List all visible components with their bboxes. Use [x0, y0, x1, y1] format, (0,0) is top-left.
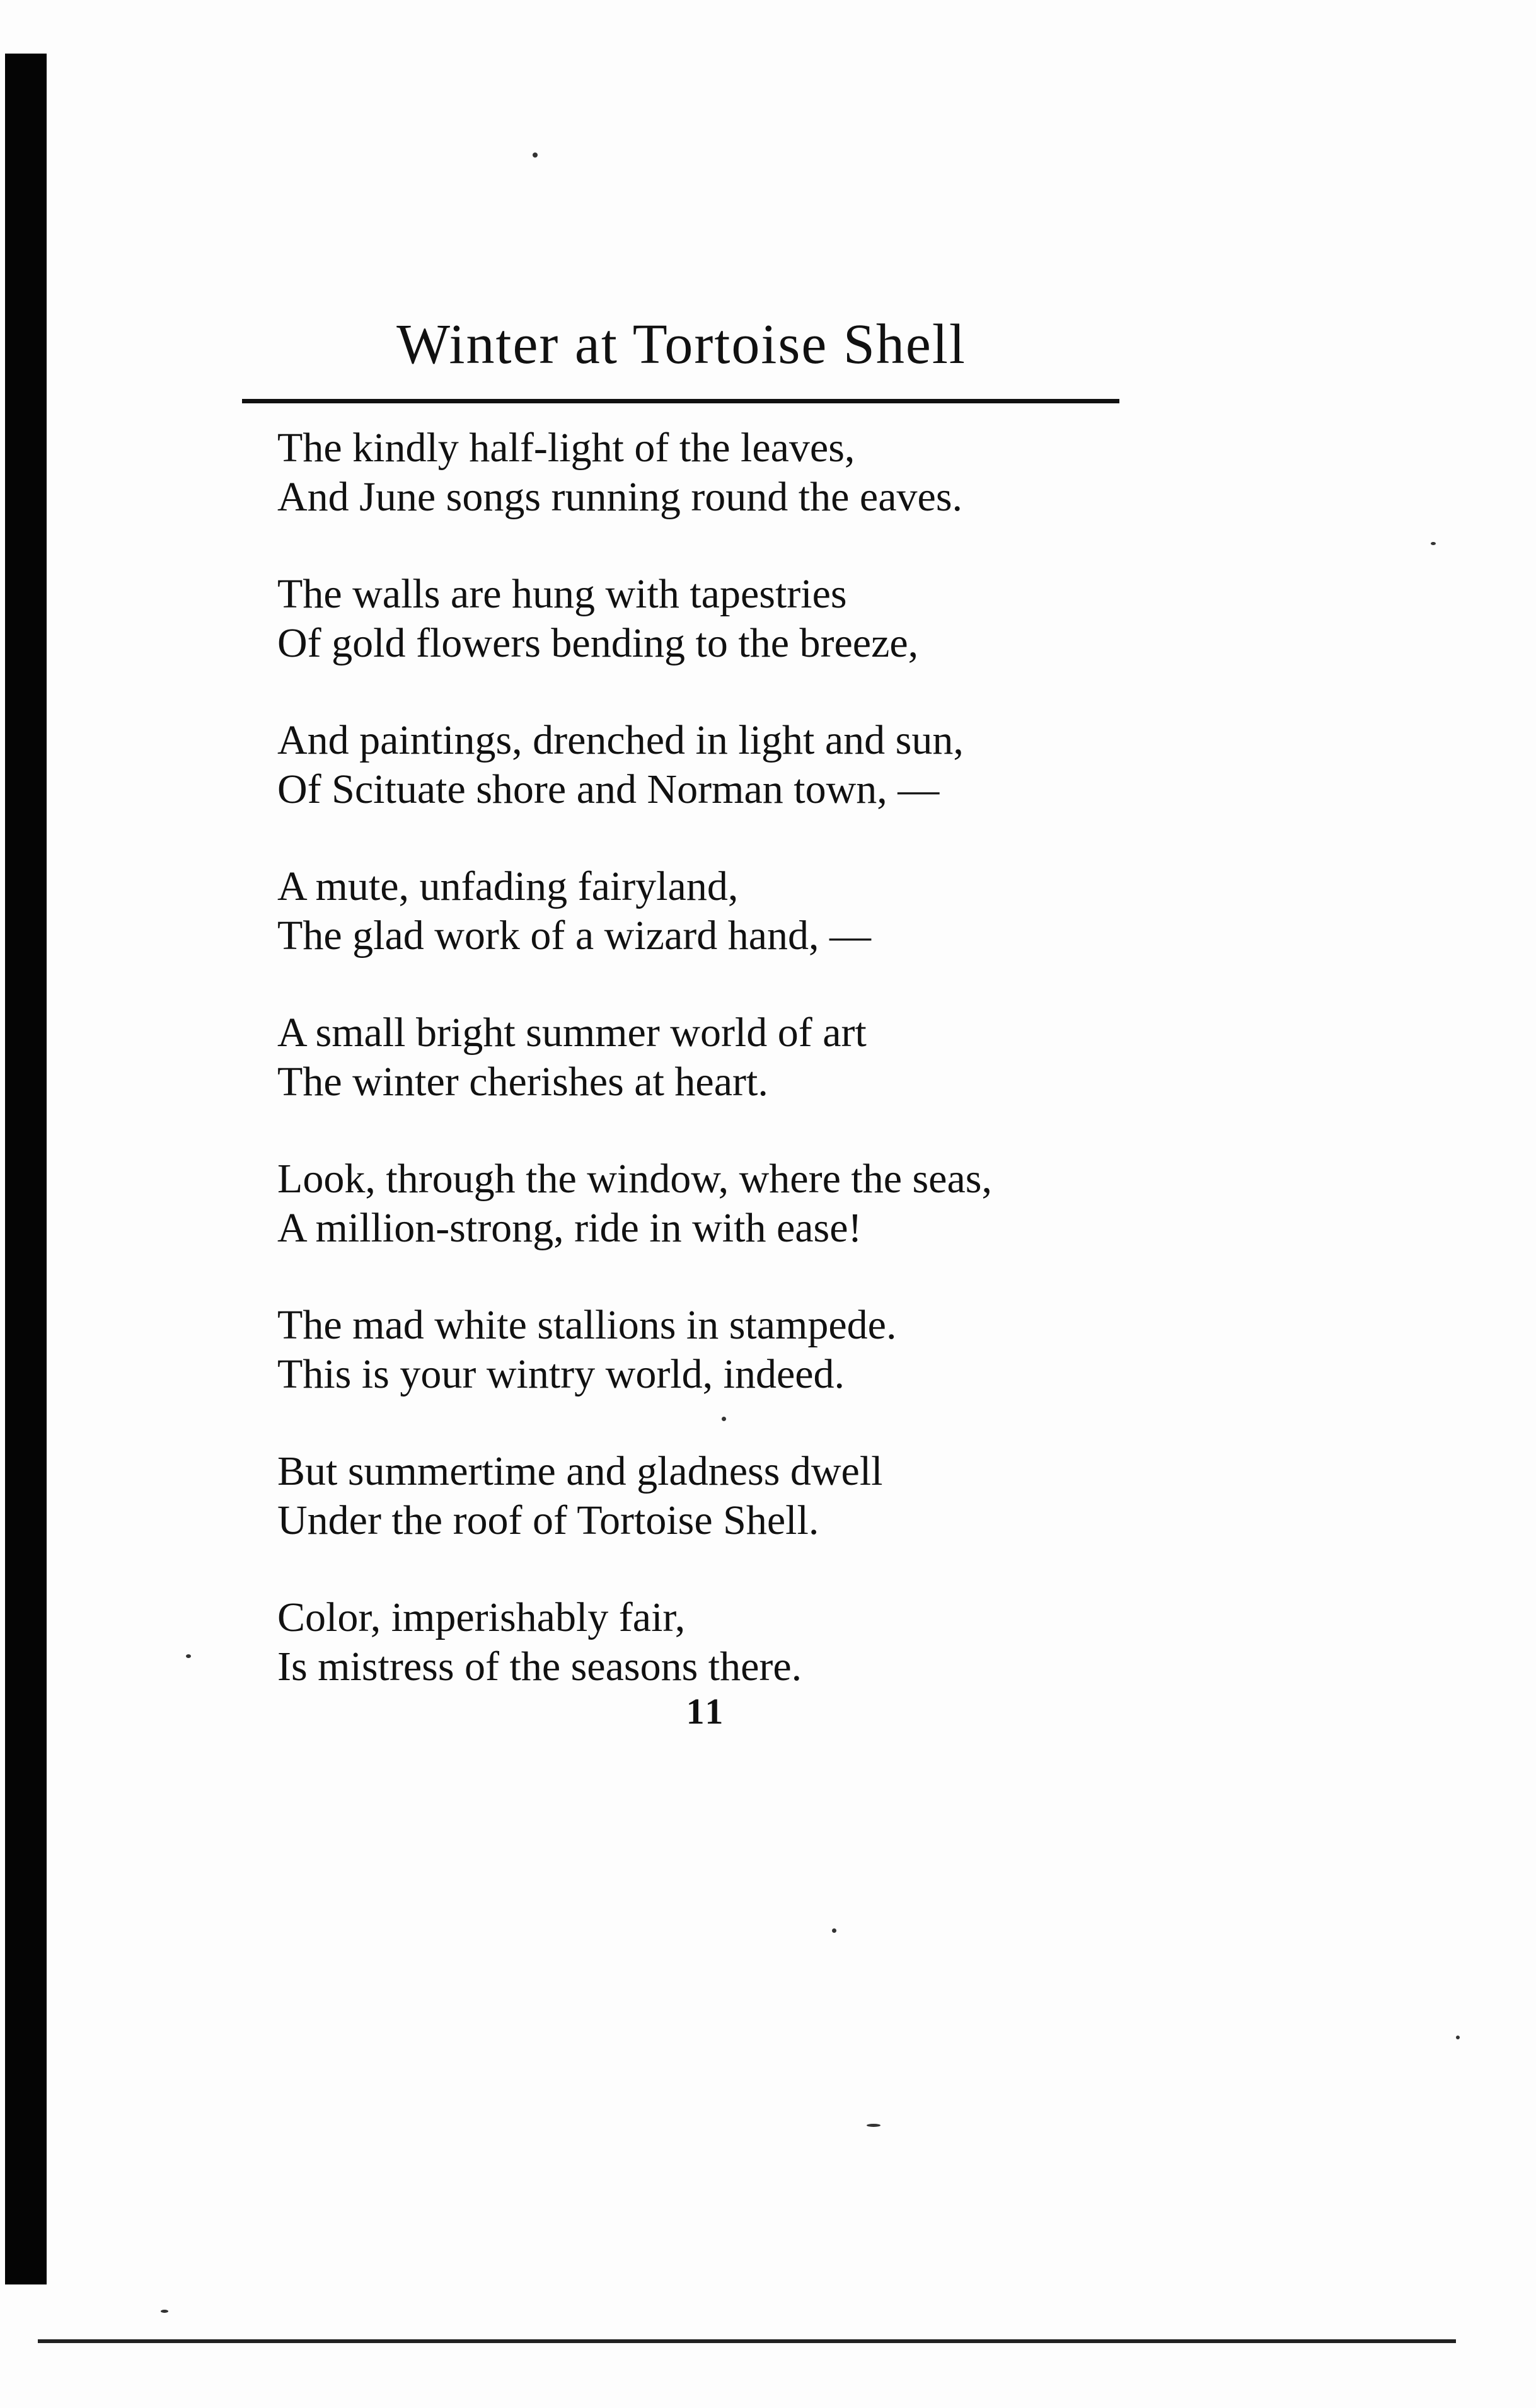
scan-speck	[161, 2310, 168, 2313]
scan-speck	[1456, 2036, 1460, 2039]
poem-line: Of Scituate shore and Norman town, —	[277, 766, 940, 812]
binding-edge	[5, 54, 47, 2284]
stanza-2	[277, 570, 1223, 668]
title-rule	[242, 399, 1119, 403]
poem-line: Under the roof of Tortoise Shell.	[277, 1497, 819, 1543]
stanza-9	[277, 1593, 1223, 1691]
stanza-7	[277, 1301, 1223, 1399]
scan-speck	[722, 1417, 726, 1421]
stanza-1	[277, 423, 1223, 522]
bottom-rule	[38, 2339, 1456, 2343]
poem-line: This is your wintry world, indeed.	[277, 1351, 845, 1397]
poem-line: The glad work of a wizard hand, —	[277, 913, 872, 959]
stanza-3	[277, 716, 1223, 814]
poem-line: Look, through the window, where the seas,	[277, 1156, 992, 1202]
poem-line: Is mistress of the seasons there.	[277, 1644, 802, 1690]
scan-speck	[533, 153, 538, 158]
poem-line: And June songs running round the eaves.	[277, 474, 963, 520]
poem-line: The winter cherishes at heart.	[277, 1059, 768, 1105]
scan-speck	[867, 2124, 881, 2127]
poem-title: Winter at Tortoise Shell	[396, 313, 966, 376]
stanza-8	[277, 1447, 1223, 1545]
scan-speck	[1431, 542, 1436, 545]
poem-line: A mute, unfading fairyland,	[277, 863, 739, 909]
scan-speck	[186, 1654, 191, 1658]
poem-body	[277, 423, 1223, 1739]
page-number: 11	[686, 1691, 726, 1732]
poem-line: The kindly half-light of the leaves,	[277, 425, 855, 471]
poem-line: The walls are hung with tapestries	[277, 571, 847, 617]
scan-speck	[832, 1928, 836, 1933]
poem-line: The mad white stallions in stampede.	[277, 1302, 897, 1348]
stanza-4	[277, 862, 1223, 960]
poem-line: Of gold flowers bending to the breeze,	[277, 620, 919, 666]
stanza-5	[277, 1008, 1223, 1107]
stanza-6	[277, 1155, 1223, 1253]
poem-line: Color, imperishably fair,	[277, 1594, 686, 1640]
poem-line: A small bright summer world of art	[277, 1010, 867, 1056]
poem-line: But summertime and gladness dwell	[277, 1448, 883, 1494]
poem-line: And paintings, drenched in light and sun,	[277, 717, 964, 763]
poem-line: A million-strong, ride in with ease!	[277, 1205, 862, 1251]
